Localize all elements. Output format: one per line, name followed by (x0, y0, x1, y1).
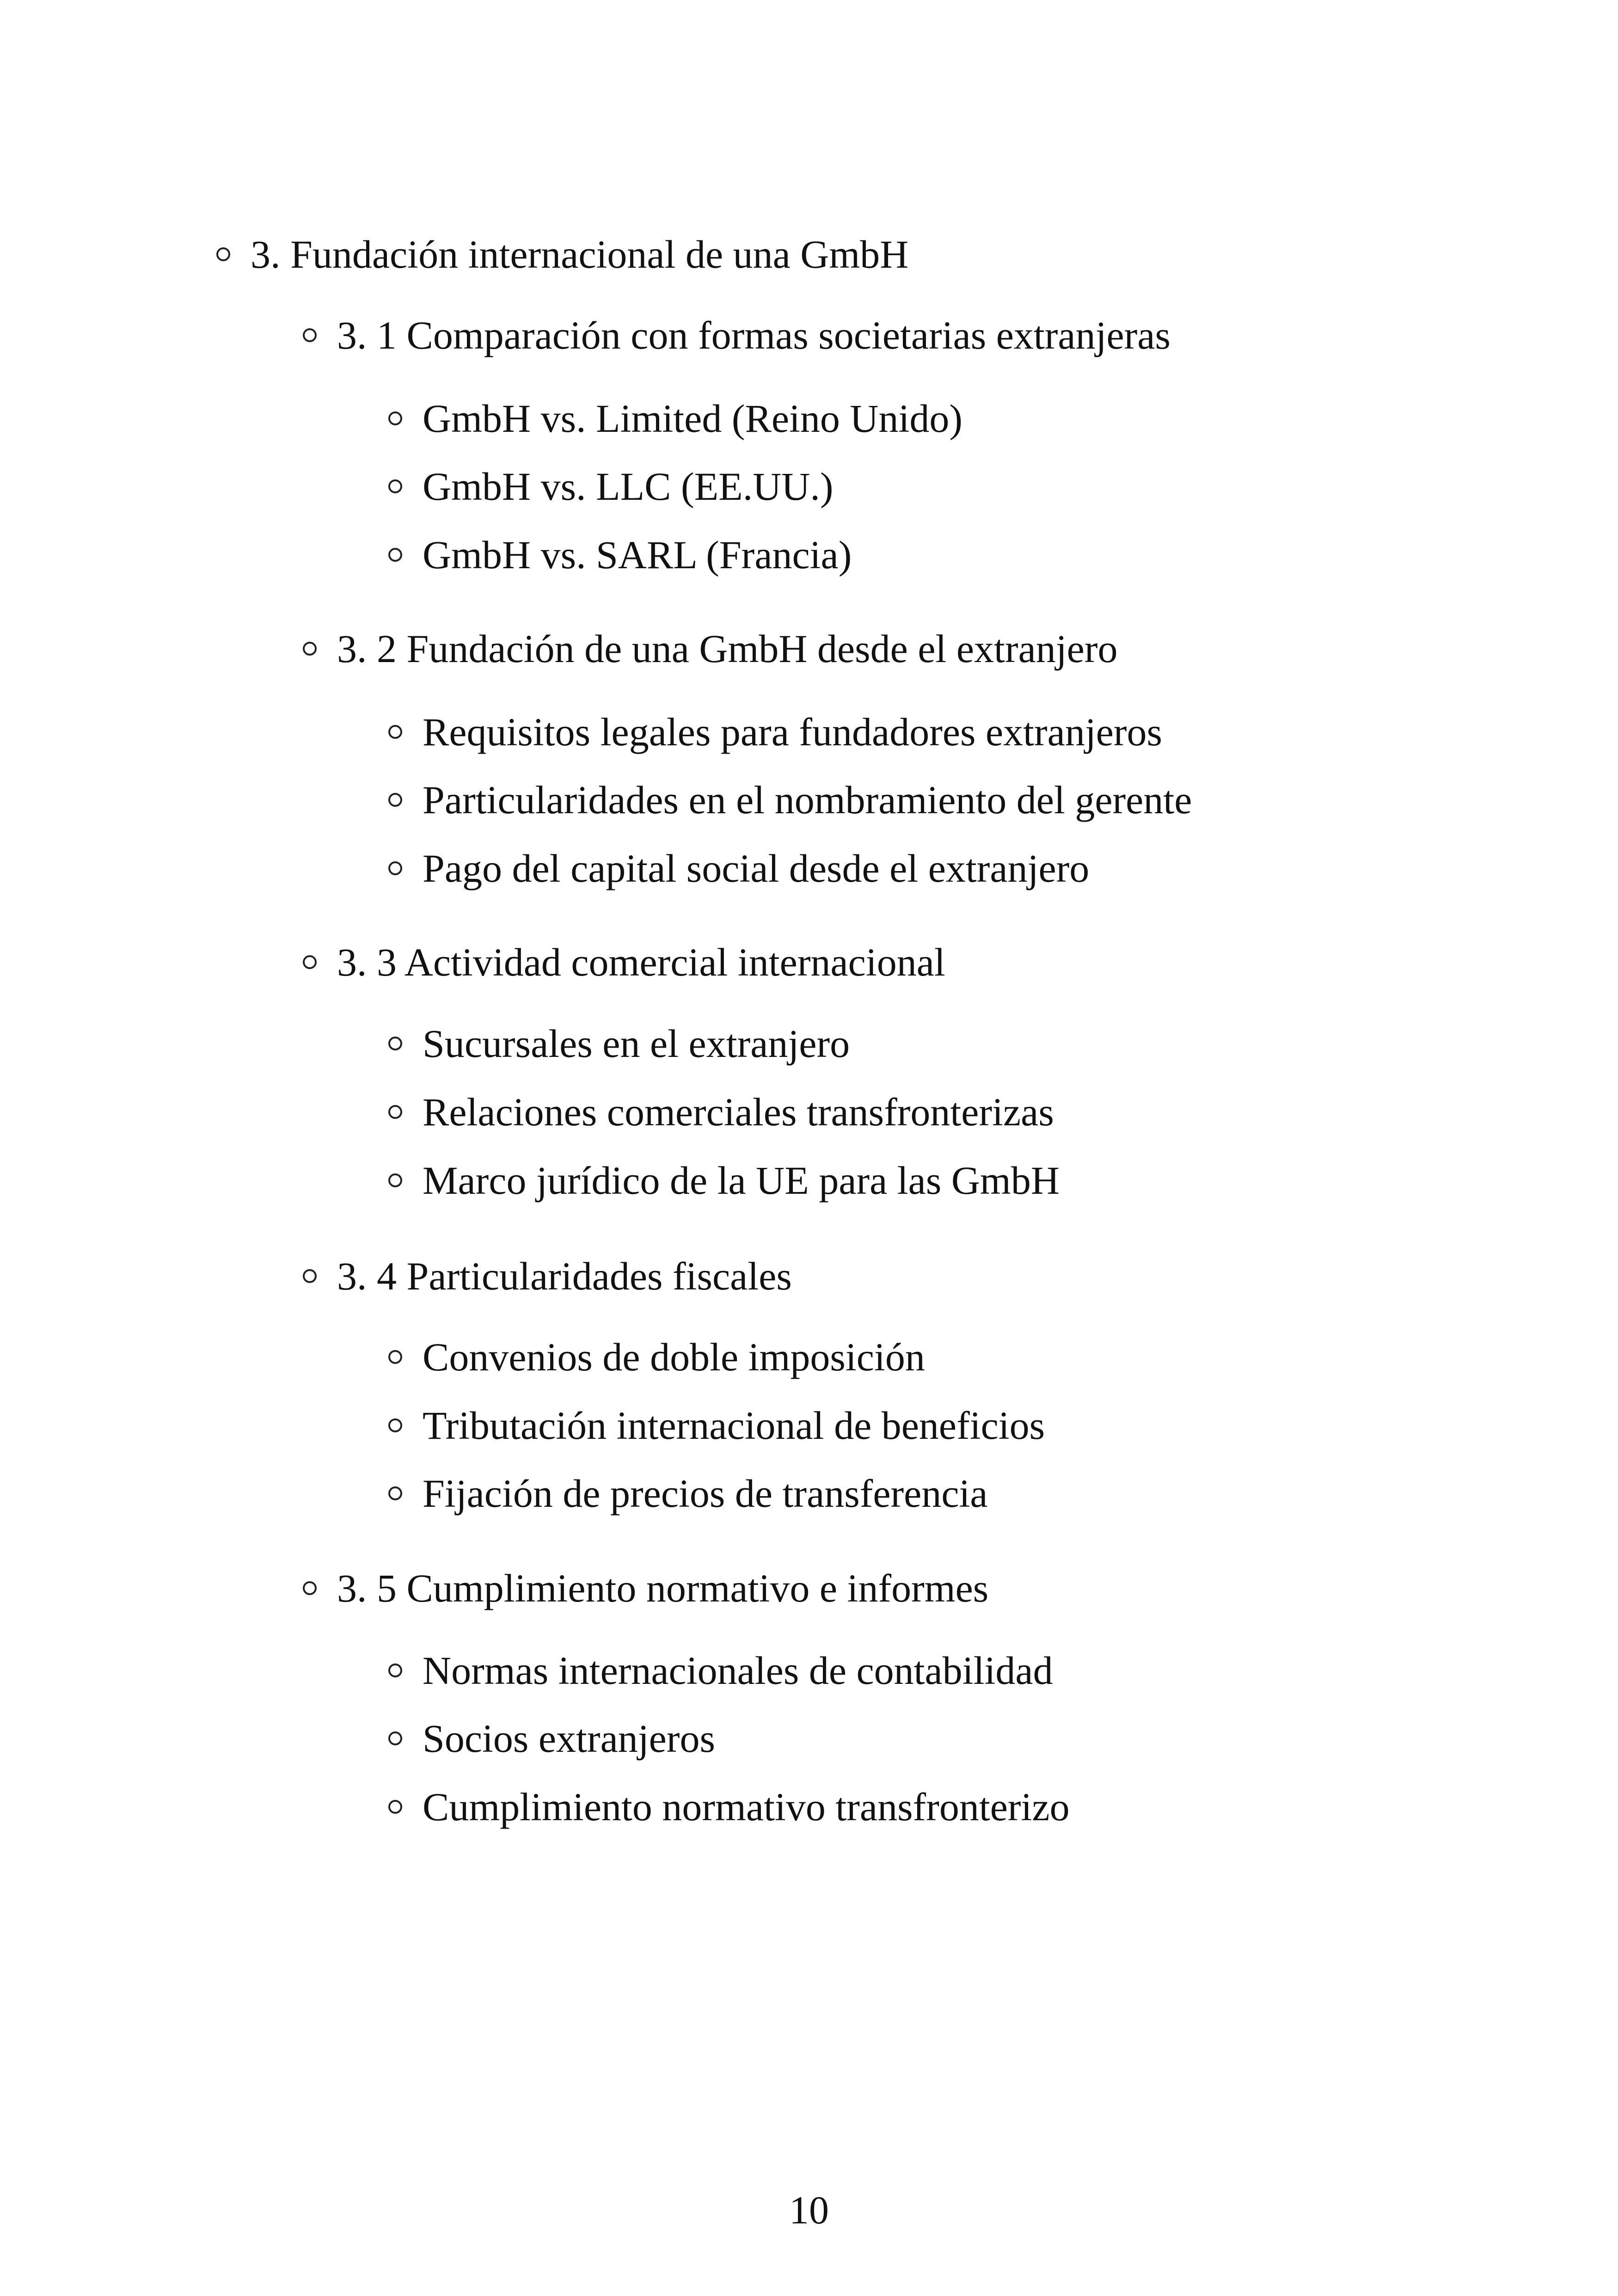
hollow-circle-bullet-icon (388, 1418, 402, 1432)
list-item (388, 1089, 1054, 1135)
list-item-text: GmbH vs. LLC (EE.UU.) (423, 464, 834, 509)
section-heading-text: 3. 2 Fundación de una GmbH desde el extranjero (337, 626, 1118, 671)
hollow-circle-bullet-icon (388, 861, 402, 875)
hollow-circle-bullet-icon (388, 1664, 402, 1677)
list-item-text: Particularidades en el nombramiento del gerente (423, 778, 1192, 822)
section-heading (303, 626, 1117, 672)
list-item (388, 1157, 1060, 1203)
list-item-text: Tributación internacional de beneficios (423, 1403, 1045, 1448)
list-item (388, 532, 852, 578)
list-item (388, 1647, 1053, 1694)
list-item-text: Pago del capital social desde el extranjero (423, 846, 1090, 890)
list-item-text: Socios extranjeros (423, 1716, 715, 1761)
list-item-text: Cumplimiento normativo transfronterizo (423, 1785, 1070, 1829)
list-item-text: GmbH vs. Limited (Reino Unido) (423, 396, 963, 441)
hollow-circle-bullet-icon (388, 1731, 402, 1745)
list-item-text: Relaciones comerciales transfronterizas (423, 1090, 1054, 1134)
list-item (388, 395, 962, 442)
hollow-circle-bullet-icon (388, 1800, 402, 1814)
hollow-circle-bullet-icon (388, 548, 402, 562)
list-item (388, 1715, 715, 1762)
hollow-circle-bullet-icon (303, 1581, 317, 1595)
list-item-text: Sucursales en el extranjero (423, 1021, 850, 1066)
hollow-circle-bullet-icon (388, 1105, 402, 1119)
hollow-circle-bullet-icon (388, 725, 402, 739)
section-heading (303, 312, 1171, 358)
section-heading (303, 1565, 988, 1611)
hollow-circle-bullet-icon (303, 642, 317, 656)
section-heading (303, 939, 945, 985)
list-item (388, 1020, 850, 1067)
list-item-text: Convenios de doble imposición (423, 1335, 925, 1379)
hollow-circle-bullet-icon (388, 1350, 402, 1364)
outline-heading-text: 3. Fundación internacional de una GmbH (251, 232, 909, 276)
hollow-circle-bullet-icon (388, 479, 402, 493)
hollow-circle-bullet-icon (303, 955, 317, 969)
list-item (388, 1784, 1070, 1830)
outline-heading (216, 231, 908, 277)
list-item (388, 709, 1162, 755)
section-heading-text: 3. 1 Comparación con formas societarias extranjeras (337, 313, 1171, 357)
list-item-text: Marco jurídico de la UE para las GmbH (423, 1158, 1060, 1203)
list-item (388, 1334, 925, 1380)
list-item-text: Fijación de precios de transferencia (423, 1471, 988, 1516)
hollow-circle-bullet-icon (303, 1269, 317, 1283)
hollow-circle-bullet-icon (388, 1037, 402, 1050)
hollow-circle-bullet-icon (388, 793, 402, 807)
section-heading-text: 3. 3 Actividad comercial internacional (337, 940, 945, 984)
list-item (388, 777, 1192, 823)
page-number: 10 (789, 2188, 829, 2232)
section-heading-text: 3. 4 Particularidades fiscales (337, 1254, 792, 1298)
section-heading-text: 3. 5 Cumplimiento normativo e informes (337, 1566, 989, 1610)
section-heading (303, 1253, 792, 1299)
list-item (388, 845, 1089, 891)
hollow-circle-bullet-icon (216, 247, 230, 261)
list-item (388, 1470, 988, 1516)
hollow-circle-bullet-icon (388, 1486, 402, 1500)
list-item (388, 1402, 1045, 1449)
hollow-circle-bullet-icon (388, 411, 402, 425)
list-item-text: GmbH vs. SARL (Francia) (423, 533, 852, 577)
list-item-text: Requisitos legales para fundadores extranjeros (423, 710, 1163, 754)
hollow-circle-bullet-icon (388, 1173, 402, 1187)
list-item (388, 463, 834, 510)
hollow-circle-bullet-icon (303, 328, 317, 342)
list-item-text: Normas internacionales de contabilidad (423, 1648, 1053, 1693)
